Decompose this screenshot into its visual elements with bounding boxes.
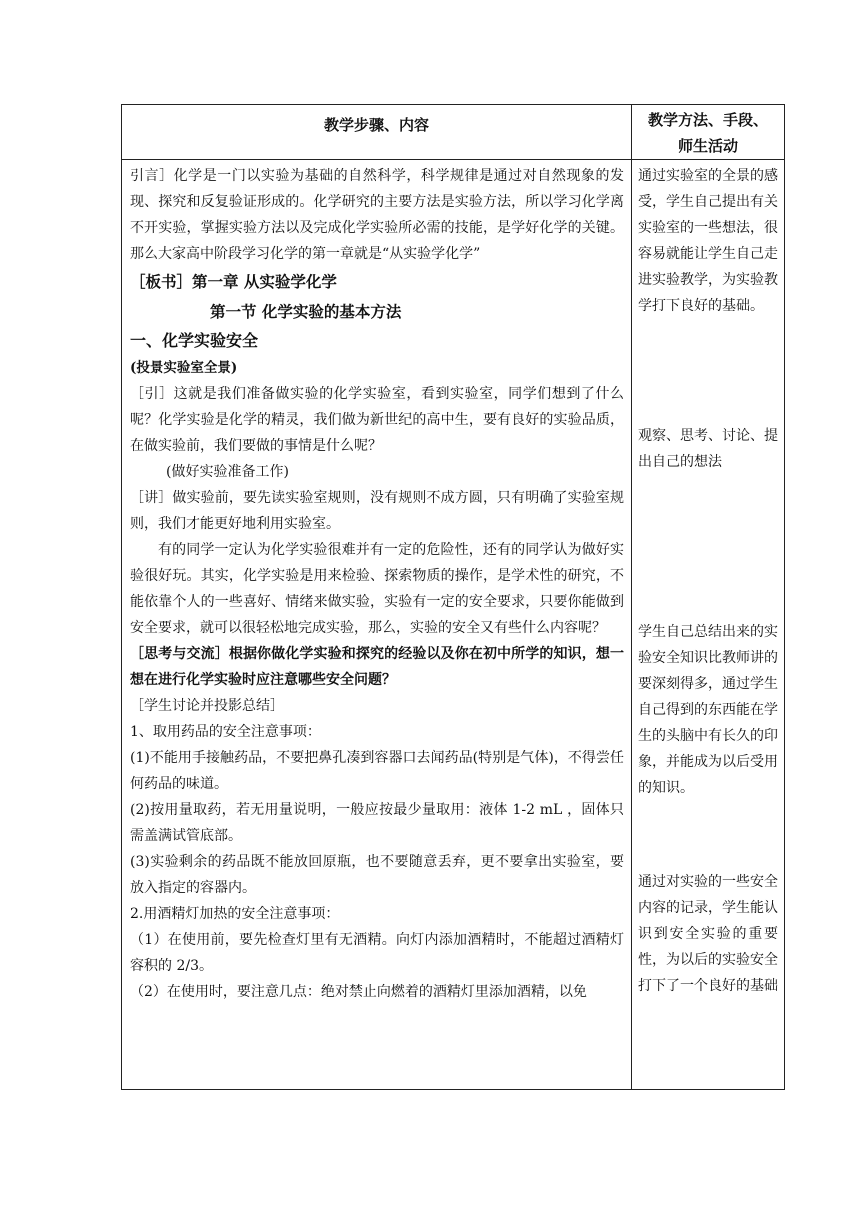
column-divider [631, 105, 632, 1089]
method-note-3: 学生自己总结出来的实验安全知识比教师讲的要深刻得多，通过学生自己得到的东西能在学生的头脑中有长久的印象，并能成为以后受用的知识。 [638, 624, 778, 796]
item-1-3: (3)实验剩余的药品既不能放回原瓶，也不要随意丢弃，更不要拿出实验室，要放入指定的容器内。 [130, 854, 624, 896]
board-heading: ［板书］第一章 从实验学化学 [130, 272, 337, 291]
item-2-1: （1）在使用前，要先检查灯里有无酒精。向灯内添加酒精时，不能超过酒精灯容积的 2/3。 [130, 932, 624, 974]
discussion-label: ［学生讨论并投影总结］ [130, 698, 284, 714]
header-methods-line2: 师生活动 [677, 137, 738, 155]
method-note-2: 观察、思考、讨论、提出自己的想法 [638, 428, 778, 470]
lesson-plan-table [121, 104, 785, 1090]
header-methods [632, 107, 784, 159]
answer-note: (做好实验准备工作) [166, 464, 289, 480]
item-2-title: 2.用酒精灯加热的安全注意事项： [130, 906, 340, 922]
content-column [130, 163, 624, 1005]
header-steps-content: 教学步骤、内容 [323, 116, 429, 134]
item-2-2: （2）在使用时，要注意几点：绝对禁止向燃着的酒精灯里添加酒精，以免 [130, 984, 587, 1000]
think-question: ［思考与交流］根据你做化学实验和探究的经验以及你在初中所学的知识，想一想在进行化学实验时应注意哪些安全问题？ [130, 646, 624, 688]
intro-paragraph: 引言］化学是一门以实验为基础的自然科学，科学规律是通过对自然现象的发现、探究和反复验证形成的。化学研究的主要方法是实验方法，所以学习化学离不开实验，掌握实验方法以及完成化学实验所必需的技能，是学好化学的关键。那么大家高中阶段学习化学的第一章就是“从实验学化学” [130, 168, 624, 262]
method-note-4: 通过对实验的一些安全内容的记录，学生能认识到安全实验的重要性，为以后的实验安全打下了一个良好的基础 [638, 874, 778, 994]
header-methods-line1: 教学方法、手段、 [647, 111, 768, 129]
item-1-title: 1、取用药品的安全注意事项： [130, 724, 321, 740]
projection-note: (投景实验室全景) [130, 360, 238, 376]
method-note-1: 通过实验室的全景的感受，学生自己提出有关实验室的一些想法，很容易就能让学生自己走进实验教学，为实验教学打下良好的基础。 [638, 168, 778, 314]
item-1-1: (1)不能用手接触药品，不要把鼻孔凑到容器口去闻药品(特别是气体)，不得尝任何药品的味道。 [130, 750, 624, 792]
yin-paragraph: ［引］这就是我们准备做实验的化学实验室，看到实验室，同学们想到了什么呢？化学实验是化学的精灵，我们做为新世纪的高中生，要有良好的实验品质，在做实验前，我们要做的事情是什么呢？ [130, 386, 624, 454]
safety-paragraph: 有的同学一定认为化学实验很难并有一定的危险性，还有的同学认为做好实验很好玩。其实，化学实验是用来检验、探索物质的操作，是学术性的研究，不能依靠个人的一些喜好、情绪来做实验，实验有一定的安全要求，只要你能做到安全要求，就可以很轻松地完成实验，那么，实验的安全又有些什么内容呢？ [130, 542, 624, 636]
section-heading: 第一节 化学实验的基本方法 [210, 302, 402, 321]
item-1-2: (2)按用量取药，若无用量说明，一般应按最少量取用：液体 1-2 mL ，固体只需盖满试管底部。 [130, 802, 624, 844]
safety-heading: 一、化学实验安全 [130, 331, 259, 350]
header-divider [122, 159, 784, 160]
jiang-paragraph: ［讲］做实验前，要先读实验室规则，没有规则不成方圆，只有明确了实验室规则，我们才能更好地利用实验室。 [130, 490, 624, 532]
